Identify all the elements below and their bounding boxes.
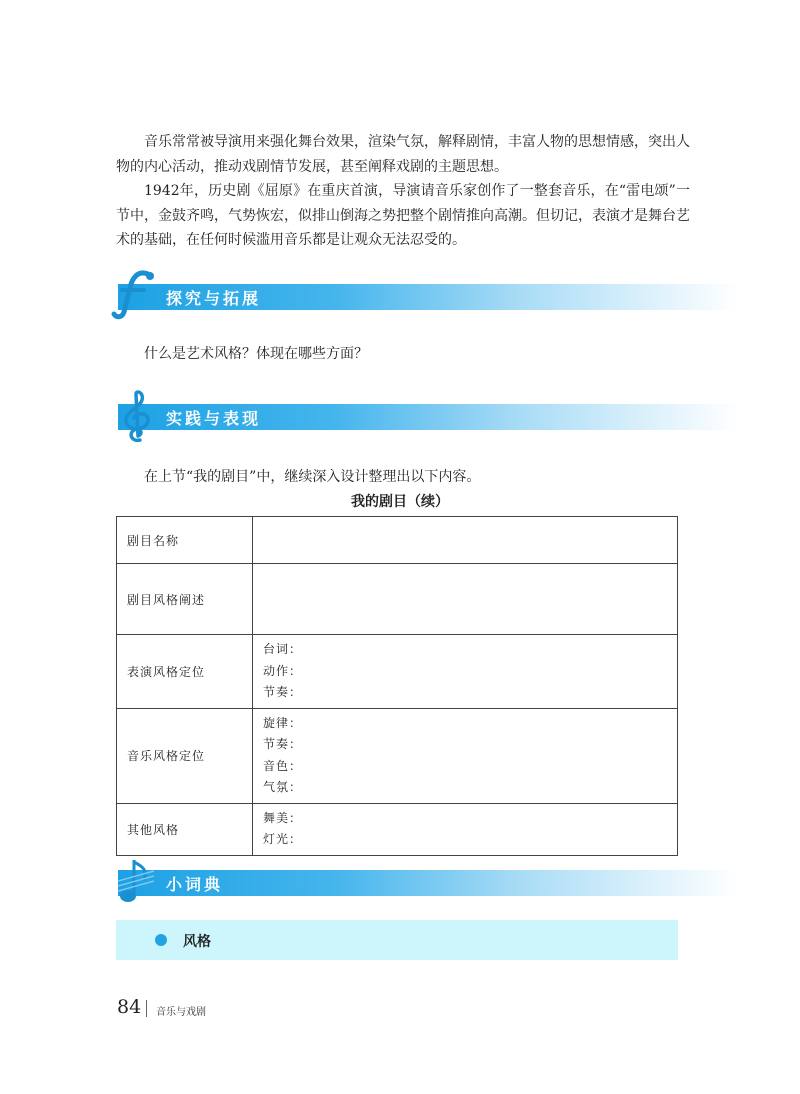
play-plan-table — [116, 516, 678, 856]
row-label: 其他风格 — [117, 803, 253, 855]
practice-intro: 在上节“我的剧目”中，继续深入设计整理出以下内容。 — [144, 469, 481, 485]
table-row — [117, 708, 678, 803]
explore-section-title: 探究与拓展 — [166, 289, 262, 308]
other-style-cell[interactable] — [253, 803, 678, 855]
body-paragraph-1: 音乐常常被导演用来强化舞台效果，渲染气氛，解释剧情，丰富人物的思想情感，突出人物的内心活动，推动戏剧情节发展，甚至阐释戏剧的主题思想。 — [116, 134, 690, 175]
dictionary-section-banner — [118, 870, 738, 896]
field-lighting: 灯光： — [263, 832, 303, 846]
field-timbre: 音色： — [263, 758, 303, 773]
play-style-description-cell[interactable] — [253, 564, 678, 635]
music-style-cell[interactable] — [253, 708, 678, 803]
practice-section-banner — [118, 404, 738, 430]
dictionary-entry-box — [116, 920, 678, 960]
field-melody: 旋律： — [263, 715, 303, 730]
field-lines: 台词： — [263, 642, 303, 656]
table-row — [117, 635, 678, 709]
table-row — [117, 517, 678, 564]
dictionary-section-title: 小词典 — [166, 875, 224, 894]
music-f-symbol-icon — [108, 268, 160, 320]
body-paragraph-2: 1942年，历史剧《屈原》在重庆首演，导演请音乐家创作了一整套音乐，在“雷电颂”一节中，金鼓齐鸣，气势恢宏，似排山倒海之势把整个剧情推向高潮。但切记，表演才是舞台艺术的基础，在任何时候滥用音乐都是让观众无法忍受的。 — [116, 183, 690, 248]
book-title: 音乐与戏剧 — [156, 1007, 206, 1018]
treble-clef-icon — [118, 390, 158, 444]
dictionary-term: 风格 — [183, 934, 211, 950]
row-label: 音乐风格定位 — [117, 708, 253, 803]
row-label: 表演风格定位 — [117, 635, 253, 709]
table-caption: 我的剧目（续） — [351, 494, 449, 510]
performance-style-cell[interactable] — [253, 635, 678, 709]
table-row — [117, 803, 678, 855]
field-rhythm: 节奏： — [263, 737, 303, 751]
field-atmosphere: 气氛： — [263, 780, 303, 794]
row-label: 剧目风格阐述 — [117, 564, 253, 635]
explore-section-banner — [118, 284, 738, 310]
field-movement: 动作： — [263, 663, 303, 678]
footer-divider — [146, 1000, 147, 1017]
practice-section-title: 实践与表现 — [166, 409, 262, 428]
table-row — [117, 564, 678, 635]
row-label: 剧目名称 — [117, 517, 253, 564]
field-stage-design: 舞美： — [263, 810, 303, 825]
field-rhythm: 节奏： — [263, 685, 303, 699]
bullet-dot-icon — [155, 934, 167, 946]
music-note-icon — [114, 856, 158, 906]
play-name-input-cell[interactable] — [253, 517, 678, 564]
page-number: 84 — [117, 996, 142, 1018]
explore-question: 什么是艺术风格？体现在哪些方面？ — [144, 346, 368, 362]
